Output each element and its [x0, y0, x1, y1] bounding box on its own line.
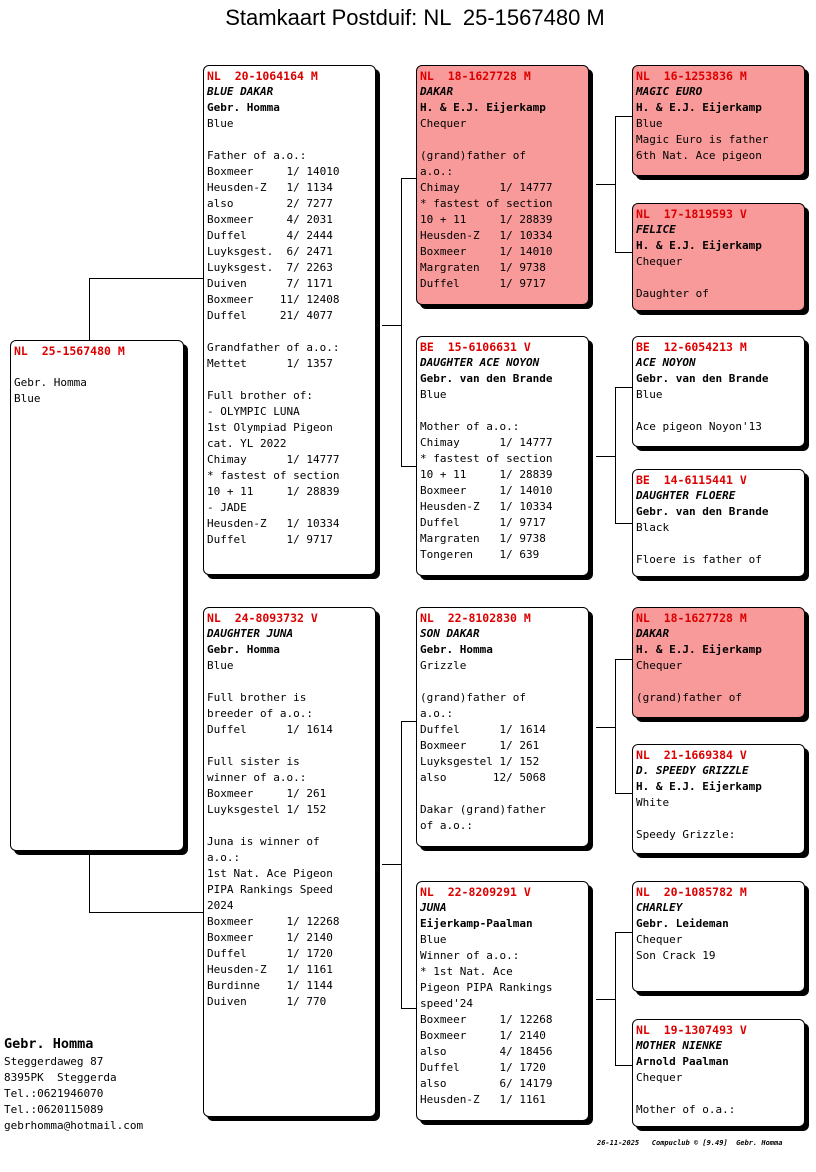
info-line [420, 786, 588, 802]
breeder-phone-1: Tel.:0621946070 [4, 1087, 104, 1100]
connector-line [615, 387, 616, 524]
pigeon-owner: H. & E.J. Eijerkamp [636, 239, 762, 252]
ring-number: NL 25-1567480 M [14, 344, 125, 358]
pigeon-owner: H. & E.J. Eijerkamp [636, 643, 762, 656]
connector-line [401, 1008, 417, 1009]
pigeon-name: D. SPEEDY GRIZZLE [636, 764, 749, 777]
info-line [420, 403, 588, 419]
info-line: a.o.: [207, 851, 241, 864]
info-line: Duffel 1/ 1720 [207, 947, 333, 960]
info-line: Heusden-Z 1/ 10334 [420, 500, 553, 513]
pigeon-name: DAUGHTER FLOERE [636, 489, 736, 502]
info-line: (grand)father of [420, 149, 526, 162]
pigeon-owner: Eijerkamp-Paalman [420, 917, 533, 930]
info-line: Mother of o.a.: [636, 1103, 736, 1116]
info-line: cat. YL 2022 [207, 437, 287, 450]
ring-number: NL 22-8209291 V [420, 885, 531, 899]
pigeon-card-paternal-grandmother[interactable] [416, 336, 589, 576]
info-line: Boxmeer 1/ 12268 [207, 915, 340, 928]
pigeon-card-paternal-grandfather[interactable] [416, 65, 589, 305]
pigeon-name: FELICE [636, 223, 676, 236]
pigeon-owner: Gebr. Homma [207, 101, 280, 114]
connector-line [615, 116, 616, 253]
pigeon-name: JUNA [420, 901, 447, 914]
info-line: Blue [636, 388, 663, 401]
connector-line [382, 325, 402, 326]
connector-line [401, 466, 417, 467]
info-line: * 1st Nat. Ace [420, 965, 513, 978]
info-line: Heusden-Z 1/ 1161 [420, 1093, 546, 1106]
pigeon-card-subject[interactable] [10, 340, 184, 851]
pigeon-name: BLUE DAKAR [207, 85, 274, 98]
info-line: Duffel 21/ 4077 [207, 309, 333, 322]
info-line: * fastest of section [207, 469, 340, 482]
connector-line [401, 178, 417, 179]
breeder-phone-2: Tel.:0620115089 [4, 1103, 104, 1116]
pigeon-card-ggp-2[interactable] [632, 203, 805, 311]
connector-line [382, 864, 402, 865]
info-line: Floere is father of [636, 553, 762, 566]
connector-line [615, 932, 616, 1066]
pigeon-owner: Gebr. Homma [207, 643, 280, 656]
ring-number: NL 20-1064164 M [207, 69, 318, 83]
pigeon-name: CHARLEY [636, 901, 683, 914]
info-line: Full sister is [207, 755, 300, 768]
info-line: Duffel 1/ 1614 [420, 723, 546, 736]
info-line: Blue [207, 117, 234, 130]
info-line: Boxmeer 1/ 14010 [420, 245, 553, 258]
info-line: Son Crack 19 [636, 949, 716, 962]
breeder-postcode: 8395PK Steggerda [4, 1071, 117, 1084]
pigeon-name: DAUGHTER JUNA [207, 627, 294, 640]
breeder-address: Steggerdaweg 87 [4, 1055, 104, 1068]
pigeon-owner: Gebr. van den Brande [420, 372, 553, 385]
pigeon-card-father[interactable] [203, 65, 376, 575]
info-line: Blue [420, 933, 447, 946]
page-title: Stamkaart Postduif: NL 25-1567480 M [225, 5, 605, 30]
pigeon-card-ggp-4[interactable] [632, 469, 805, 577]
info-line [420, 132, 588, 148]
info-line: - JADE [207, 501, 247, 514]
connector-line [596, 999, 616, 1000]
breeder-email[interactable]: gebrhomma@hotmail.com [4, 1119, 144, 1132]
info-line: Chequer [420, 117, 467, 130]
ring-number: NL 18-1627728 M [420, 69, 531, 83]
info-line: - OLYMPIC LUNA [207, 405, 300, 418]
info-line: Boxmeer 1/ 261 [420, 739, 540, 752]
info-line: Margraten 1/ 9738 [420, 532, 546, 545]
info-line: Ace pigeon Noyon'13 [636, 420, 762, 433]
info-line: Chequer [636, 255, 683, 268]
connector-line [401, 178, 402, 467]
info-line: PIPA Rankings Speed [207, 883, 333, 896]
info-line: Chequer [636, 933, 683, 946]
info-line: Chimay 1/ 14777 [207, 453, 340, 466]
pigeon-card-ggp-3[interactable] [632, 336, 805, 447]
info-line: Boxmeer 1/ 14010 [420, 484, 553, 497]
pigeon-name: MAGIC EURO [636, 85, 703, 98]
info-line: Boxmeer 4/ 2031 [207, 213, 333, 226]
info-line: Heusden-Z 1/ 10334 [420, 229, 553, 242]
info-line: Boxmeer 11/ 12408 [207, 293, 340, 306]
info-line: of a.o.: [420, 819, 473, 832]
info-line [207, 132, 375, 148]
pigeon-name: ACE NOYON [636, 356, 696, 369]
ring-number: BE 12-6054213 M [636, 340, 747, 354]
info-line: White [636, 796, 670, 809]
info-line: Duffel 1/ 9717 [420, 516, 546, 529]
pigeon-card-ggp-5[interactable] [632, 607, 805, 718]
pigeon-card-ggp-7[interactable] [632, 881, 805, 992]
info-line: Chimay 1/ 14777 [420, 181, 553, 194]
info-line: Duiven 1/ 770 [207, 995, 327, 1008]
pigeon-card-ggp-1[interactable] [632, 65, 805, 176]
connector-line [615, 659, 616, 794]
info-line: Dakar (grand)father [420, 803, 546, 816]
connector-line [401, 721, 402, 1009]
info-line: also 12/ 5068 [420, 771, 546, 784]
info-line: 1st Olympiad Pigeon [207, 421, 333, 434]
ring-number: NL 21-1669384 V [636, 748, 747, 762]
info-line: Heusden-Z 1/ 10334 [207, 517, 340, 530]
info-line: Chequer [636, 1071, 683, 1084]
info-line: Black [636, 521, 670, 534]
info-line: Blue [14, 392, 41, 405]
pigeon-name: DAUGHTER ACE NOYON [420, 356, 540, 369]
info-line: 10 + 11 1/ 28839 [420, 468, 553, 481]
connector-line [615, 523, 633, 524]
pigeon-owner: H. & E.J. Eijerkamp [420, 101, 546, 114]
ring-number: NL 18-1627728 M [636, 611, 747, 625]
ring-number: NL 22-8102830 M [420, 611, 531, 625]
info-line [636, 536, 804, 552]
pigeon-name: DAKAR [420, 85, 454, 98]
connector-line [89, 278, 204, 279]
info-line: Magic Euro is father [636, 133, 769, 146]
info-line [636, 811, 804, 827]
connector-line [89, 851, 90, 913]
info-line: Chimay 1/ 14777 [420, 436, 553, 449]
info-line: also 6/ 14179 [420, 1077, 553, 1090]
info-line: (grand)father of [636, 691, 742, 704]
info-line: Mother of a.o.: [420, 420, 520, 433]
info-line: Margraten 1/ 9738 [420, 261, 546, 274]
info-line: Luyksgestel 1/ 152 [420, 755, 540, 768]
connector-line [89, 912, 204, 913]
info-line: winner of a.o.: [207, 771, 307, 784]
info-line: 1st Nat. Ace Pigeon [207, 867, 333, 880]
connector-line [615, 1065, 633, 1066]
ring-number: NL 24-8093732 V [207, 611, 318, 625]
pigeon-card-maternal-grandfather[interactable] [416, 607, 589, 847]
info-line [636, 674, 804, 690]
info-line [207, 738, 375, 754]
ring-number: NL 16-1253836 M [636, 69, 747, 83]
info-line: also 4/ 18456 [420, 1045, 553, 1058]
info-line: * fastest of section [420, 197, 553, 210]
pigeon-owner: Arnold Paalman [636, 1055, 729, 1068]
info-line [207, 372, 375, 388]
info-line: Luyksgestel 1/ 152 [207, 803, 327, 816]
pigeon-owner: H. & E.J. Eijerkamp [636, 101, 762, 114]
connector-line [596, 727, 616, 728]
info-line: 10 + 11 1/ 28839 [420, 213, 553, 226]
info-line: a.o.: [420, 165, 454, 178]
connector-line [596, 184, 616, 185]
ring-number: BE 15-6106631 V [420, 340, 531, 354]
connector-line [596, 456, 616, 457]
info-line: Tongeren 1/ 639 [420, 548, 540, 561]
info-line: Grandfather of a.o.: [207, 341, 340, 354]
pigeon-owner: Gebr. Homma [420, 643, 493, 656]
ring-number: NL 19-1307493 V [636, 1023, 747, 1037]
breeder-contact [4, 1034, 143, 1134]
info-line: Boxmeer 1/ 2140 [207, 931, 333, 944]
info-line [636, 1086, 804, 1102]
info-line: Mettet 1/ 1357 [207, 357, 333, 370]
info-line: Heusden-Z 1/ 1161 [207, 963, 333, 976]
info-line: Pigeon PIPA Rankings [420, 981, 553, 994]
ring-number: BE 14-6115441 V [636, 473, 747, 487]
pigeon-name: MOTHER NIENKE [636, 1039, 723, 1052]
info-line: Grizzle [420, 659, 467, 672]
info-line: Boxmeer 1/ 261 [207, 787, 327, 800]
pigeon-card-ggp-8[interactable] [632, 1019, 805, 1127]
connector-line [615, 659, 633, 660]
info-line: Full brother of: [207, 389, 313, 402]
ring-number: NL 20-1085782 M [636, 885, 747, 899]
connector-line [89, 278, 90, 340]
info-line: Duiven 7/ 1171 [207, 277, 333, 290]
info-line [207, 324, 375, 340]
info-line: Father of a.o.: [207, 149, 307, 162]
connector-line [615, 793, 633, 794]
info-line: 10 + 11 1/ 28839 [207, 485, 340, 498]
info-line: (grand)father of [420, 691, 526, 704]
info-line: a.o.: [420, 707, 454, 720]
info-line: speed'24 [420, 997, 473, 1010]
info-line: Gebr. Homma [14, 376, 87, 389]
info-line: Blue [207, 659, 234, 672]
info-line: Winner of a.o.: [420, 949, 520, 962]
pigeon-owner: Gebr. van den Brande [636, 505, 769, 518]
ring-number: NL 17-1819593 V [636, 207, 747, 221]
info-line: Boxmeer 1/ 12268 [420, 1013, 553, 1026]
info-line: Duffel 1/ 1720 [420, 1061, 546, 1074]
info-line: Duffel 1/ 9717 [207, 533, 333, 546]
info-line [636, 403, 804, 419]
info-line: Boxmeer 1/ 14010 [207, 165, 340, 178]
info-line: Boxmeer 1/ 2140 [420, 1029, 546, 1042]
info-line: Luyksgest. 7/ 2263 [207, 261, 333, 274]
info-line: Luyksgest. 6/ 2471 [207, 245, 333, 258]
info-line: also 2/ 7277 [207, 197, 333, 210]
connector-line [615, 252, 633, 253]
info-line: Blue [636, 117, 663, 130]
info-line: 6th Nat. Ace pigeon [636, 149, 762, 162]
info-line [636, 270, 804, 286]
info-line: Duffel 4/ 2444 [207, 229, 333, 242]
info-line: * fastest of section [420, 452, 553, 465]
info-line: Daughter of [636, 287, 709, 300]
info-line: breeder of a.o.: [207, 707, 313, 720]
info-line [14, 359, 183, 375]
pigeon-owner: Gebr. Leideman [636, 917, 729, 930]
info-line: Burdinne 1/ 1144 [207, 979, 333, 992]
connector-line [615, 932, 633, 933]
info-line: Chequer [636, 659, 683, 672]
pigeon-name: DAKAR [636, 627, 670, 640]
info-line: Speedy Grizzle: [636, 828, 736, 841]
pigeon-card-maternal-grandmother[interactable] [416, 881, 589, 1121]
info-line [207, 818, 375, 834]
info-line: Full brother is [207, 691, 307, 704]
info-line: Juna is winner of [207, 835, 320, 848]
pigeon-card-ggp-6[interactable] [632, 744, 805, 854]
info-line: Blue [420, 388, 447, 401]
info-line: 2024 [207, 899, 234, 912]
connector-line [401, 721, 417, 722]
pigeon-owner: Gebr. van den Brande [636, 372, 769, 385]
pigeon-owner: H. & E.J. Eijerkamp [636, 780, 762, 793]
info-line: Duffel 1/ 1614 [207, 723, 333, 736]
info-line: Heusden-Z 1/ 1134 [207, 181, 333, 194]
info-line [420, 674, 588, 690]
info-line: Duffel 1/ 9717 [420, 277, 546, 290]
pigeon-card-mother[interactable] [203, 607, 376, 1117]
breeder-name: Gebr. Homma [4, 1036, 94, 1052]
pigeon-name: SON DAKAR [420, 627, 480, 640]
footer-credit: 26-11-2025 Compuclub © [9.49] Gebr. Homma [597, 1139, 783, 1147]
info-line [207, 674, 375, 690]
connector-line [615, 387, 633, 388]
connector-line [615, 116, 633, 117]
